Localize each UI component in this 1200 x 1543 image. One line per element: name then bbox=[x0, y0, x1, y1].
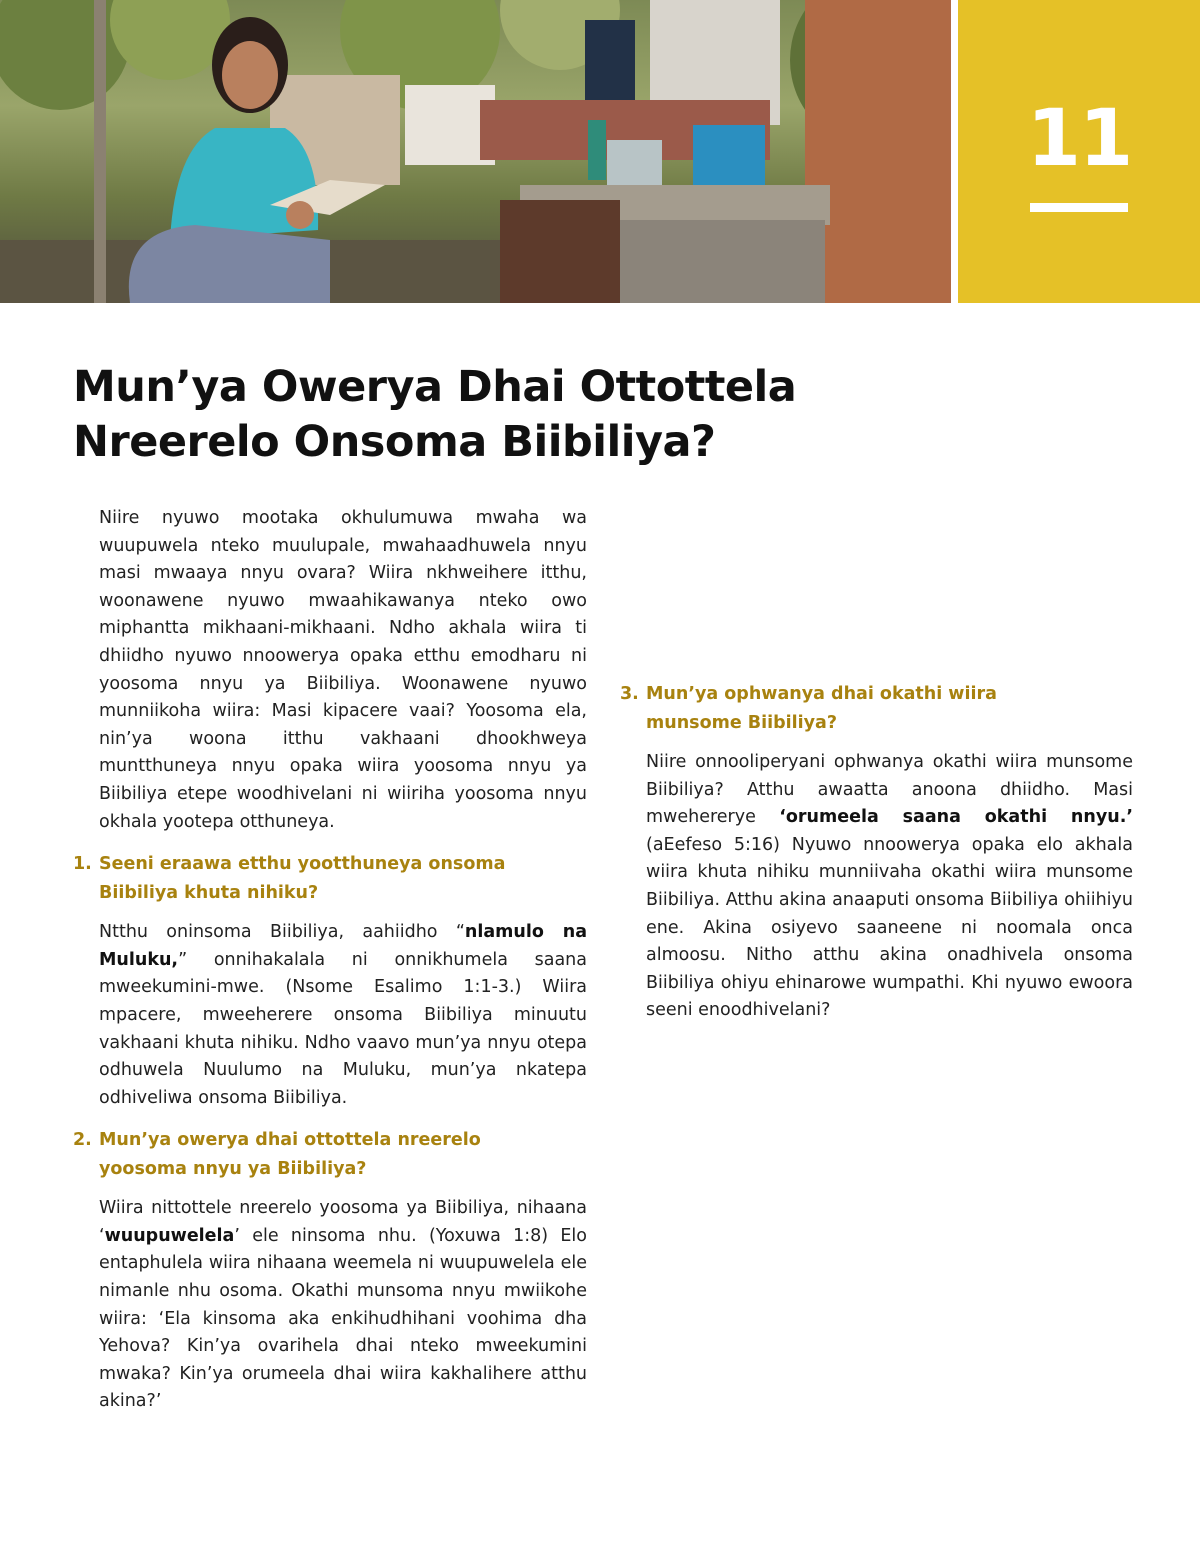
page-title-line2: Nreerelo Onsoma Biibiliya? bbox=[73, 417, 716, 467]
question-3-line2: munsome Biibiliya? bbox=[646, 713, 838, 733]
lesson-number-badge bbox=[958, 0, 1200, 303]
answer-3-paragraph bbox=[620, 749, 1133, 1025]
question-2-number: 2. bbox=[73, 1130, 92, 1151]
question-1-line2: Biibiliya khuta nihiku? bbox=[99, 883, 319, 904]
page-title-line1: Mun’ya Owerya Dhai Ottottela bbox=[73, 362, 797, 412]
answer-2-bold: wuupuwelela bbox=[104, 1225, 235, 1246]
page-title bbox=[73, 360, 973, 470]
question-3-line1: Mun’ya ophwanya dhai okathi wiira bbox=[646, 684, 997, 704]
intro-paragraph: Niire nyuwo mootaka okhulumuwa mwaha wa wuupuwela nteko muulupale, mwahaadhuwela nnyu masi mwaaya nnyu ovara? Wiira nkhweihere itthu, woonawene nyuwo mwaahikawanya nteko owo miphantta mikhaani-mikhaani. Ndho akhala wiira ti dhiidho nyuwo nnoowerya opaka etthu emodharu ni yoosoma nnyu ya Biibiliya. Woonawene nyuwo munniikoha wiira: Masi kipacere vaai? Yoosoma ela, nin’ya woona itthu vakhaani dhookhweya muntthuneya nnyu opaka wiira yoosoma nnyu ya Biibiliya etepe woodhivelani ni wiiriha yoosoma nnyu okhala yootepa otthuneya. bbox=[99, 508, 587, 832]
woman-reading-bible-illustration bbox=[0, 0, 951, 303]
question-2-heading bbox=[73, 1126, 587, 1184]
answer-2-paragraph bbox=[73, 1195, 587, 1416]
question-1-number: 1. bbox=[73, 854, 92, 875]
badge-underline bbox=[1030, 203, 1128, 212]
question-1-line1: Seeni eraawa etthu yootthuneya onsoma bbox=[99, 854, 506, 875]
answer-3-bold: ‘orumeela saana okathi nnyu.’ bbox=[779, 807, 1133, 828]
answer-1-bold: nlamulo na Muluku, bbox=[99, 922, 587, 970]
header-photo bbox=[0, 0, 951, 303]
answer-3-text-a: Niire onnooliperyani ophwanya okathi wiira munsome Biibiliya? Atthu awaatta anoona dhiidho. Masi mwehererye bbox=[646, 752, 1133, 828]
answer-2-text-b: ’ ele ninsoma nhu. (Yoxuwa 1:8) Elo entaphulela wiira nihaana weemela ni wuupuwelela ele nimanle nhu osoma. Okathi munsoma nnyu mwiikohe wiira: ‘Ela kinsoma aka enkihudhihani voohima dha Yehova? Kin’ya ovarihela dhai nteko mweekumini mwaka? Kin’ya orumeela dhai wiira kakhalihere atthu akina?’ bbox=[99, 1225, 587, 1412]
question-1-heading bbox=[73, 850, 587, 908]
answer-1-text-a: Ntthu oninsoma Biibiliya, aahiidho “ bbox=[99, 922, 465, 943]
answer-1-paragraph bbox=[73, 919, 587, 1112]
answer-3-text-b: (aEefeso 5:16) Nyuwo nnoowerya opaka elo akhala wiira khuta nihiku munniivaha okathi wiira munsome Biibiliya. Atthu akina anaaputi onsoma Biibiliya ohiihiyu ene. Akina osiyevo saaneene ni noomala onca almoosu. Nitho atthu akina onadhivela onsoma Biibiliya ohiyu ehinarowe wumpathi. Khi nyuwo ewoora seeni enoodhivelani? bbox=[646, 834, 1133, 1021]
lesson-number: 11 bbox=[1026, 94, 1132, 184]
question-2-line1: Mun’ya owerya dhai ottottela nreerelo bbox=[99, 1130, 481, 1151]
question-3-heading bbox=[620, 680, 1133, 738]
right-column bbox=[620, 680, 1133, 1025]
question-3-number: 3. bbox=[620, 684, 639, 704]
answer-1-text-b: ” onnihakalala ni onnikhumela saana mweekumini-mwe. (Nsome Esalimo 1:1-3.) Wiira mpacere, mweeherere onsoma Biibiliya minuutu vakhaani khuta nihiku. Ndho vaavo mun’ya nnyu otepa odhuwela Nuulumo na Muluku, mun’ya nkatepa odhiveliwa onsoma Biibiliya. bbox=[99, 949, 587, 1108]
answer-2-text-a: Wiira nittottele nreerelo yoosoma ya Biibiliya, nihaana ‘ bbox=[99, 1198, 587, 1246]
left-column bbox=[73, 505, 587, 1416]
question-2-line2: yoosoma nnyu ya Biibiliya? bbox=[99, 1159, 367, 1180]
